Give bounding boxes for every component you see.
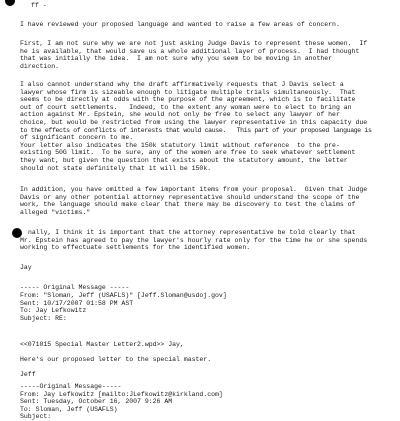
paragraph-2-line: he is available, that would save us a whole additional layer of process. I had thought	[20, 47, 360, 55]
signature-jeff: Jeff	[20, 371, 36, 378]
paragraph-4-line: Davis or any other potential attorney representative should understand the scope of the	[20, 193, 360, 201]
paragraph-3-line: should not state definitely that it will be 150k.	[20, 164, 212, 172]
paragraph-3-line: to the effects of conflicts of interests that would cause. This part of your proposed language is	[20, 126, 372, 134]
paragraph-3-line: seems to be directly at odds with the purpose of the agreement, which is to facilitate	[20, 96, 356, 104]
original-message-divider: ----- Original Message -----	[20, 284, 130, 291]
paragraph-3-line: action against Mr. Epstein, she would not only be free to select any lawyer of her	[20, 111, 340, 119]
paragraph-3-line: out of court settlements. Indeed, to the extent any woman were to elect to bring an	[20, 103, 352, 111]
paragraph-5-line: working to effectuate settlements for the identified women.	[20, 244, 251, 252]
paragraph-3-line: existing 50G limit. To be sure, any of the women are free to seek whatever settlement	[20, 149, 356, 157]
email-from: From: "Sloman, Jeff (USAFLS)" [Jeff.Sloman@usdoj.gov]	[20, 292, 227, 299]
paragraph-4-line: alleged "victims."	[20, 208, 91, 216]
signature-jay: Jay	[20, 264, 32, 271]
paragraph-2-line: First, I am not sure why we are not just asking Judge Davis to represent these women. If	[20, 40, 368, 47]
salutation: ff -	[31, 2, 47, 9]
email-body: Here's our proposed letter to the special master.	[20, 356, 212, 363]
paragraph-3-line: choice, but would be restricted from using the lawyer representative in this capacity due	[20, 119, 368, 126]
email-sent: Sent: 10/17/2007 01:58 PM AST	[20, 299, 134, 307]
paragraph-2-line: that was initially the idea. I am not sure why you seem to be moving in another	[20, 55, 333, 63]
email-subject: Subject: RE:	[20, 314, 67, 322]
email-to: To: Jay Lefkowitz	[20, 307, 87, 315]
paragraph-4-line: In addition, you have omitted a few important items from your proposal. Given that Judge	[20, 186, 368, 193]
original-message-divider: -----Original Message-----	[20, 383, 122, 390]
email-subject: Subject:	[20, 413, 52, 421]
email-to: To: Sloman, Jeff (USAFLS)	[20, 405, 118, 413]
paragraph-5-line: nally, I think it is important that the attorney representative be told clearly that	[28, 229, 356, 236]
paragraph-3-line: I also cannot understand why the draft affirmatively requests that J Davis select a	[20, 81, 344, 88]
paragraph-3-line: lawyer whose firm is sizeable enough to litigate multiple trials simultaneously. That	[20, 88, 356, 96]
paragraph-4-line: work, the language should make clear that there may be discovery to test the claims of	[20, 201, 356, 209]
paragraph-3-line: they want, but given the question that exists about the statutory amount, the letter	[20, 157, 348, 164]
paragraph-3-line: Your letter also indicates the 150k statutory limit without reference to the pre-	[20, 141, 340, 149]
email-sent: Sent: Tuesday, October 16, 2007 9:26 AM	[20, 398, 173, 406]
paragraph-2-line: direction.	[20, 62, 60, 70]
paragraph-3-line: of significant concern to me.	[20, 134, 134, 142]
email-from: From: Jay Lefkowitz [mailto:JLefkowitz@kirkland.com]	[20, 390, 223, 398]
paragraph-1-line: I have reviewed your proposed language and wanted to raise a few areas of concern.	[20, 21, 340, 28]
paragraph-5-line: Mr. Epstein has agreed to pay the lawyer's hourly rate only for the time he or she spends	[20, 236, 368, 244]
attachment-reference: <<071015 Special Master Letter2.wpd>> Jay,	[20, 341, 184, 348]
punch-hole-top	[5, 0, 15, 6]
